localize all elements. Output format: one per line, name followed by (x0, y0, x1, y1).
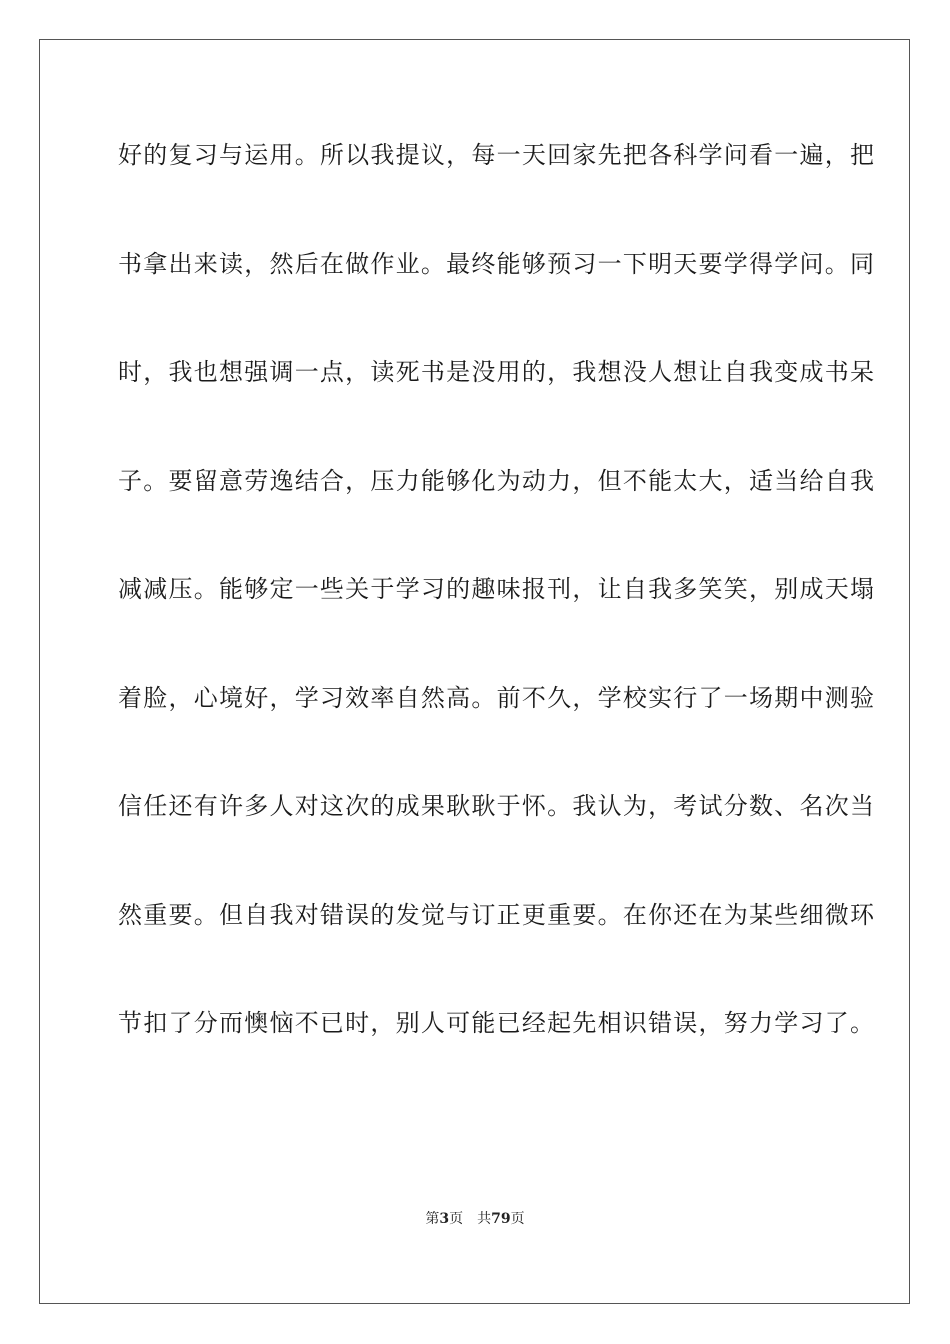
text-line: 信任还有许多人对这次的成果耿耿于怀。我认为，考试分数、名次当 (118, 792, 874, 820)
text-line: 着脸，心境好，学习效率自然高。前不久，学校实行了一场期中测验 (118, 683, 874, 712)
document-page (39, 39, 910, 1304)
text-line: 好的复习与运用。所以我提议，每一天回家先把各科学问看一遍，把 (118, 141, 874, 169)
document-body (118, 135, 874, 1112)
page-number-prefix: 第 (425, 1211, 440, 1227)
total-pages-suffix: 页 (510, 1211, 525, 1227)
page-number-suffix: 页 (449, 1211, 464, 1227)
total-pages-prefix: 共 (477, 1211, 492, 1227)
text-line: 然重要。但自我对错误的发觉与订正更重要。在你还在为某些细微环 (118, 900, 874, 929)
page-footer (0, 1208, 950, 1228)
text-line: 节扣了分而懊恼不已时，别人可能已经起先相识错误，努力学习了。 (118, 1009, 874, 1037)
text-line: 减减压。能够定一些关于学习的趣味报刊，让自我多笑笑，别成天塌 (118, 575, 874, 603)
total-pages: 79 (491, 1211, 511, 1227)
text-line: 时，我也想强调一点，读死书是没用的，我想没人想让自我变成书呆 (118, 358, 874, 386)
page-number: 3 (439, 1211, 450, 1227)
text-line: 子。要留意劳逸结合，压力能够化为动力，但不能太大，适当给自我 (118, 466, 874, 495)
text-line: 书拿出来读，然后在做作业。最终能够预习一下明天要学得学问。同 (118, 249, 874, 278)
